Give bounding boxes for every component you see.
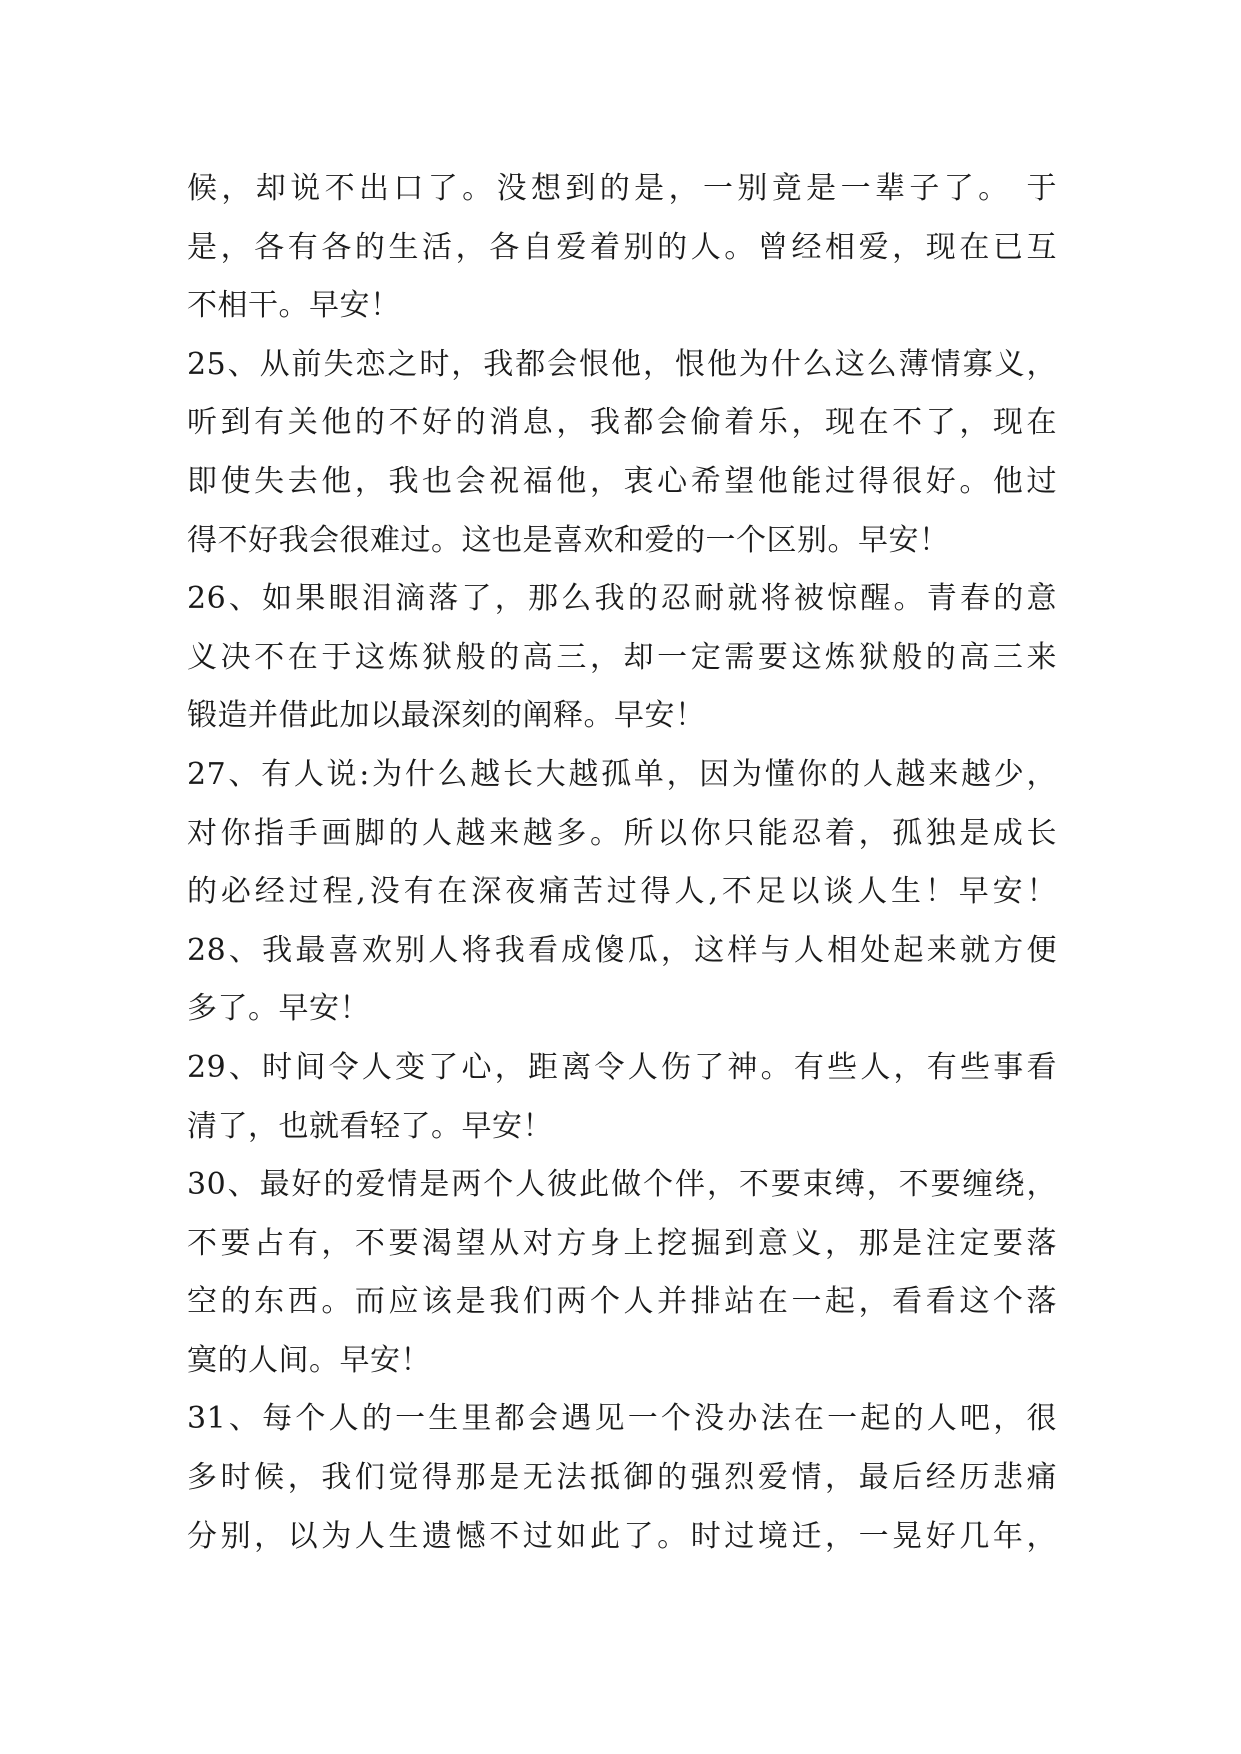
text-line: 锻造并借此加以最深刻的阐释。早安！: [187, 698, 706, 734]
text-line: 多时候，我们觉得那是无法抵御的强烈爱情，最后经历悲痛: [187, 1460, 1057, 1496]
text-line: 寞的人间。早安！: [187, 1342, 431, 1378]
text-line: 多了。早安！: [187, 991, 370, 1027]
text-line: 对你指手画脚的人越来越多。所以你只能忍着，孤独是成长: [187, 815, 1057, 851]
text-line: 25、从前失恋之时，我都会恨他，恨他为什么这么薄情寡义，: [187, 346, 1057, 382]
text-line: 清了，也就看轻了。早安！: [187, 1108, 553, 1144]
text-line: 不相干。早安！: [187, 288, 401, 324]
document-body: [187, 160, 1057, 1566]
text-line: 义决不在于这炼狱般的高三，却一定需要这炼狱般的高三来: [187, 639, 1057, 675]
text-line: 分别，以为人生遗憾不过如此了。时过境迁，一晃好几年，: [187, 1518, 1057, 1554]
text-line: 候，却说不出口了。没想到的是，一别竟是一辈子了。 于: [187, 171, 1057, 206]
text-line: 28、我最喜欢别人将我看成傻瓜，这样与人相处起来就方便: [187, 932, 1057, 968]
text-line: 空的东西。而应该是我们两个人并排站在一起，看看这个落: [187, 1284, 1057, 1320]
text-line: 是，各有各的生活，各自爱着别的人。曾经相爱，现在已互: [187, 229, 1057, 265]
text-line: 27、有人说:为什么越长大越孤单，因为懂你的人越来越少，: [187, 756, 1057, 792]
text-line: 26、如果眼泪滴落了，那么我的忍耐就将被惊醒。青春的意: [187, 581, 1057, 617]
text-line: 31、每个人的一生里都会遇见一个没办法在一起的人吧，很: [187, 1401, 1057, 1437]
text-line: 30、最好的爱情是两个人彼此做个伴，不要束缚，不要缠绕，: [187, 1167, 1057, 1203]
text-line: 29、时间令人变了心，距离令人伤了神。有些人，有些事看: [187, 1049, 1057, 1085]
text-line: 的必经过程,没有在深夜痛苦过得人,不足以谈人生！早安！: [187, 874, 1057, 910]
text-line: 听到有关他的不好的消息，我都会偷着乐，现在不了，现在: [187, 405, 1057, 441]
text-line: 得不好我会很难过。这也是喜欢和爱的一个区别。早安！: [187, 522, 950, 558]
text-line: 即使失去他，我也会祝福他，衷心希望他能过得很好。他过: [187, 463, 1057, 499]
text-line: 不要占有，不要渴望从对方身上挖掘到意义，那是注定要落: [187, 1225, 1057, 1261]
